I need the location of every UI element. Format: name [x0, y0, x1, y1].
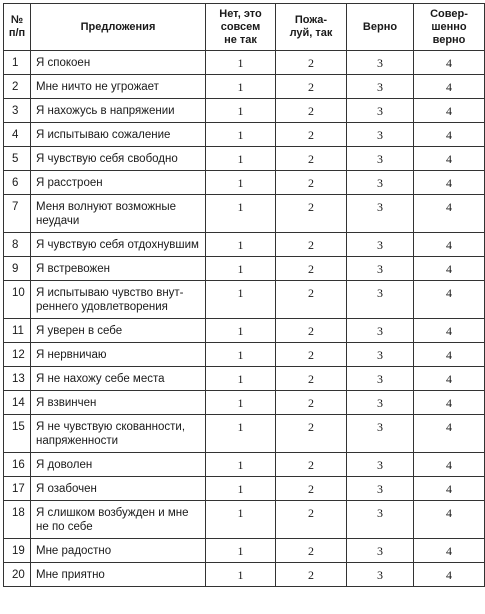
row-statement: Мне радостно: [31, 539, 206, 563]
row-statement: Меня волнуют возможные неудачи: [31, 195, 206, 233]
row-number: 8: [4, 233, 31, 257]
option-4-cell: 4: [414, 539, 485, 563]
option-3-cell: 3: [347, 123, 414, 147]
option-3-cell: 3: [347, 343, 414, 367]
row-number: 13: [4, 367, 31, 391]
option-1-cell: 1: [206, 453, 276, 477]
table-row: [4, 415, 485, 453]
option-4-cell: 4: [414, 453, 485, 477]
row-statement: Мне ничто не угрожает: [31, 75, 206, 99]
option-1-cell: 1: [206, 99, 276, 123]
row-statement: Я чувствую себя отдохнувшим: [31, 233, 206, 257]
table-row: [4, 75, 485, 99]
option-1-cell: 1: [206, 233, 276, 257]
table-row: [4, 257, 485, 281]
row-statement: Я слишком возбужден и мне не по себе: [31, 501, 206, 539]
row-number: 2: [4, 75, 31, 99]
option-4-cell: 4: [414, 171, 485, 195]
option-3-cell: 3: [347, 539, 414, 563]
row-number: 11: [4, 319, 31, 343]
option-2-cell: 2: [276, 391, 347, 415]
option-4-cell: 4: [414, 123, 485, 147]
row-number: 1: [4, 51, 31, 75]
option-3-cell: 3: [347, 501, 414, 539]
option-4-cell: 4: [414, 563, 485, 587]
option-2-cell: 2: [276, 343, 347, 367]
option-3-cell: 3: [347, 147, 414, 171]
option-4-cell: 4: [414, 319, 485, 343]
option-3-cell: 3: [347, 195, 414, 233]
option-1-cell: 1: [206, 171, 276, 195]
option-4-cell: 4: [414, 51, 485, 75]
col-header-num: № п/п: [4, 4, 31, 51]
option-1-cell: 1: [206, 367, 276, 391]
row-statement: Я не чувствую скованности, напряженности: [31, 415, 206, 453]
option-3-cell: 3: [347, 391, 414, 415]
row-number: 12: [4, 343, 31, 367]
option-3-cell: 3: [347, 233, 414, 257]
option-4-cell: 4: [414, 477, 485, 501]
row-number: 9: [4, 257, 31, 281]
option-2-cell: 2: [276, 99, 347, 123]
row-statement: Я чувствую себя свободно: [31, 147, 206, 171]
option-1-cell: 1: [206, 319, 276, 343]
option-3-cell: 3: [347, 99, 414, 123]
option-1-cell: 1: [206, 415, 276, 453]
option-2-cell: 2: [276, 233, 347, 257]
option-1-cell: 1: [206, 343, 276, 367]
option-2-cell: 2: [276, 415, 347, 453]
table-row: [4, 147, 485, 171]
table-row: [4, 367, 485, 391]
option-3-cell: 3: [347, 563, 414, 587]
col-header-opt2: Пожа- луй, так: [276, 4, 347, 51]
option-1-cell: 1: [206, 281, 276, 319]
row-number: 19: [4, 539, 31, 563]
option-3-cell: 3: [347, 281, 414, 319]
option-2-cell: 2: [276, 453, 347, 477]
option-4-cell: 4: [414, 257, 485, 281]
row-number: 7: [4, 195, 31, 233]
option-4-cell: 4: [414, 75, 485, 99]
option-1-cell: 1: [206, 147, 276, 171]
option-1-cell: 1: [206, 477, 276, 501]
option-3-cell: 3: [347, 51, 414, 75]
row-statement: Я уверен в себе: [31, 319, 206, 343]
option-4-cell: 4: [414, 147, 485, 171]
col-header-opt1: Нет, это совсем не так: [206, 4, 276, 51]
table-row: [4, 391, 485, 415]
row-statement: Я нервничаю: [31, 343, 206, 367]
table-row: [4, 171, 485, 195]
table-row: [4, 195, 485, 233]
col-header-opt4: Совер- шенно верно: [414, 4, 485, 51]
option-1-cell: 1: [206, 75, 276, 99]
option-1-cell: 1: [206, 501, 276, 539]
option-1-cell: 1: [206, 51, 276, 75]
option-2-cell: 2: [276, 563, 347, 587]
table-row: [4, 477, 485, 501]
option-3-cell: 3: [347, 415, 414, 453]
option-4-cell: 4: [414, 281, 485, 319]
option-2-cell: 2: [276, 367, 347, 391]
option-3-cell: 3: [347, 319, 414, 343]
row-number: 6: [4, 171, 31, 195]
option-2-cell: 2: [276, 171, 347, 195]
option-2-cell: 2: [276, 123, 347, 147]
row-statement: Я доволен: [31, 453, 206, 477]
row-statement: Я спокоен: [31, 51, 206, 75]
row-number: 10: [4, 281, 31, 319]
questionnaire-table: [3, 3, 485, 587]
option-2-cell: 2: [276, 477, 347, 501]
row-statement: Я взвинчен: [31, 391, 206, 415]
row-number: 3: [4, 99, 31, 123]
row-statement: Я испытываю сожаление: [31, 123, 206, 147]
row-statement: Я озабочен: [31, 477, 206, 501]
table-row: [4, 539, 485, 563]
option-2-cell: 2: [276, 257, 347, 281]
option-2-cell: 2: [276, 147, 347, 171]
option-3-cell: 3: [347, 75, 414, 99]
table-row: [4, 319, 485, 343]
table-row: [4, 123, 485, 147]
row-number: 5: [4, 147, 31, 171]
row-number: 20: [4, 563, 31, 587]
row-number: 18: [4, 501, 31, 539]
row-statement: Я не нахожу себе места: [31, 367, 206, 391]
option-1-cell: 1: [206, 563, 276, 587]
option-3-cell: 3: [347, 453, 414, 477]
option-2-cell: 2: [276, 539, 347, 563]
table-row: [4, 51, 485, 75]
row-statement: Я расстроен: [31, 171, 206, 195]
col-header-statement: Предложения: [31, 4, 206, 51]
row-number: 15: [4, 415, 31, 453]
option-4-cell: 4: [414, 343, 485, 367]
option-2-cell: 2: [276, 51, 347, 75]
table-row: [4, 453, 485, 477]
option-1-cell: 1: [206, 123, 276, 147]
table-row: [4, 99, 485, 123]
option-4-cell: 4: [414, 99, 485, 123]
row-number: 17: [4, 477, 31, 501]
option-4-cell: 4: [414, 195, 485, 233]
option-2-cell: 2: [276, 75, 347, 99]
option-3-cell: 3: [347, 171, 414, 195]
option-2-cell: 2: [276, 319, 347, 343]
option-4-cell: 4: [414, 233, 485, 257]
col-header-opt3: Верно: [347, 4, 414, 51]
option-2-cell: 2: [276, 501, 347, 539]
option-3-cell: 3: [347, 477, 414, 501]
row-number: 14: [4, 391, 31, 415]
option-4-cell: 4: [414, 415, 485, 453]
table-row: [4, 281, 485, 319]
option-4-cell: 4: [414, 391, 485, 415]
row-statement: Я нахожусь в напряжении: [31, 99, 206, 123]
option-1-cell: 1: [206, 195, 276, 233]
option-4-cell: 4: [414, 367, 485, 391]
row-statement: Я испытываю чувство внут- реннего удовлетворения: [31, 281, 206, 319]
row-number: 4: [4, 123, 31, 147]
option-2-cell: 2: [276, 281, 347, 319]
row-number: 16: [4, 453, 31, 477]
table-row: [4, 343, 485, 367]
header-row: [4, 4, 485, 51]
option-1-cell: 1: [206, 257, 276, 281]
table-row: [4, 501, 485, 539]
row-statement: Мне приятно: [31, 563, 206, 587]
option-3-cell: 3: [347, 367, 414, 391]
table-row: [4, 563, 485, 587]
row-statement: Я встревожен: [31, 257, 206, 281]
option-1-cell: 1: [206, 391, 276, 415]
option-4-cell: 4: [414, 501, 485, 539]
table-row: [4, 233, 485, 257]
option-1-cell: 1: [206, 539, 276, 563]
option-3-cell: 3: [347, 257, 414, 281]
option-2-cell: 2: [276, 195, 347, 233]
